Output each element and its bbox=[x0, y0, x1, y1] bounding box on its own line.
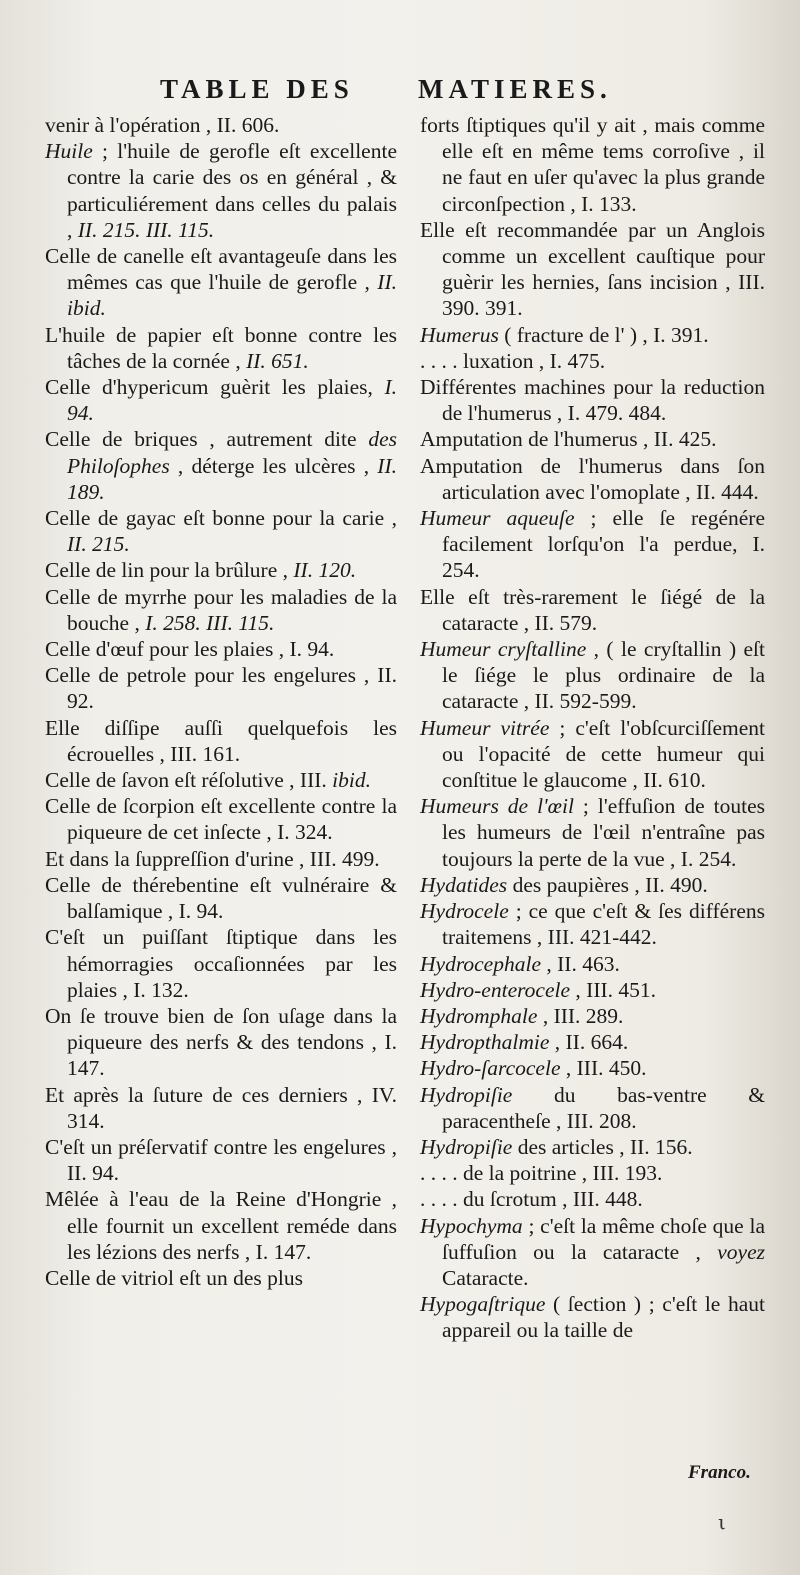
index-entry: Hydropiſie des articles , II. 156. bbox=[420, 1134, 693, 1159]
index-entry: Elle eſt très-rarement le ſiégé de la cataracte , II. 579. bbox=[420, 584, 765, 635]
index-entry: Celle de thérebentine eſt vulnéraire & balſamique , I. 94. bbox=[45, 872, 397, 924]
header-right: MATIERES. bbox=[418, 74, 612, 104]
index-entry: Et après la ſuture de ces derniers , IV. 314. bbox=[45, 1082, 397, 1133]
index-entry: Différentes machines pour la reduction de l'humerus , I. 479. 484. bbox=[420, 375, 765, 426]
index-entry: Celle de canelle eſt avantageuſe dans les mêmes cas que l'huile de gerofle , II. ibid. bbox=[45, 244, 397, 321]
index-entry: L'huile de papier eſt bonne contre les tâches de la cornée , II. 651. bbox=[45, 322, 397, 373]
index-entry: Elle eſt recommandée par un Anglois comme un excellent cauſtique pour guèrir les hernies, ſans incision , III. 390. 391. bbox=[420, 217, 765, 321]
index-entry: Celle de myrrhe pour les maladies de la bouche , I. 258. III. 115. bbox=[45, 584, 397, 635]
index-entry: Hydropthalmie , II. 664. bbox=[420, 1030, 629, 1055]
index-entry: . . . . luxation , I. 475. bbox=[420, 348, 606, 373]
index-entry: Humerus ( fracture de l' ) , I. 391. bbox=[420, 322, 709, 347]
index-entry: Celle d'œuf pour les plaies , I. 94. bbox=[45, 637, 335, 662]
index-entry: Celle d'hypericum guèrit les plaies, I. 94. bbox=[45, 375, 397, 426]
index-entry: Hydromphale , III. 289. bbox=[420, 1003, 624, 1028]
index-entry: Mêlée à l'eau de la Reine d'Hongrie , elle fournit un excellent reméde dans les lézions des nerfs , I. 147. bbox=[45, 1187, 397, 1264]
index-entry: Celle de briques , autrement dite des Philoſophes , déterge les ulcères , II. 189. bbox=[45, 427, 397, 504]
index-entry: Celle de gayac eſt bonne pour la carie , II. 215. bbox=[45, 506, 397, 557]
index-entry: Celle de petrole pour les engelures , II. 92. bbox=[45, 663, 397, 714]
index-entry: Hypogaſtrique ( ſection ) ; c'eſt le haut appareil ou la taille de bbox=[420, 1292, 765, 1343]
index-entry: Hydatides des paupières , II. 490. bbox=[420, 872, 708, 897]
index-entry: venir à l'opération , II. 606. bbox=[45, 113, 280, 137]
index-entry: Humeurs de l'œil ; l'effuſion de toutes les humeurs de l'œil n'entraîne pas toujours la perte de la vue , I. 254. bbox=[420, 794, 766, 871]
index-entry: Hydrocephale , II. 463. bbox=[420, 951, 620, 976]
index-entry: On ſe trouve bien de ſon uſage dans la piqueure des nerfs & des tendons , I. 147. bbox=[45, 1003, 397, 1081]
index-entry: C'eſt un puiſſant ſtiptique dans les hémorragies occaſionnées par les plaies , I. 132. bbox=[45, 925, 397, 1002]
index-entry: Hydropiſie du bas-ventre & paracentheſe , III. 208. bbox=[420, 1082, 765, 1133]
index-entry: Et dans la ſuppreſſion d'urine , III. 499. bbox=[45, 846, 380, 871]
index-entry: Amputation de l'humerus , II. 425. bbox=[420, 427, 717, 452]
index-entry: Hydrocele ; ce que c'eſt & ſes différens traitemens , III. 421-442. bbox=[420, 899, 765, 950]
index-entry: C'eſt un préſervatif contre les engelures , II. 94. bbox=[45, 1134, 397, 1186]
index-column-left bbox=[45, 112, 397, 1291]
index-entry: Hydro-enterocele , III. 451. bbox=[420, 977, 657, 1002]
index-entry: Humeur cryſtalline , ( le cryſtallin ) eſt le ſiége le plus ordinaire de la cataracte , II. 592-599. bbox=[420, 637, 765, 714]
index-entry: Amputation de l'humerus dans ſon articulation avec l'omoplate , II. 444. bbox=[420, 453, 765, 504]
index-entry: Elle diſſipe auſſi quelquefois les écrouelles , III. 161. bbox=[45, 715, 397, 766]
index-entry: Huile ; l'huile de gerofle eſt excellente contre la carie des os en général , & particuliérement dans celles du palais , II. 215. III. 115. bbox=[45, 139, 397, 242]
header-left: TABLE DES bbox=[160, 74, 354, 104]
index-entry: Celle de lin pour la brûlure , II. 120. bbox=[45, 558, 357, 583]
index-entry: Humeur aqueuſe ; elle ſe regénére facilement lorſqu'on l'a perdue, I. 254. bbox=[420, 506, 765, 583]
index-entry: . . . . du ſcrotum , III. 448. bbox=[420, 1187, 643, 1212]
index-entry: Celle de ſavon eſt réſolutive , III. ibid. bbox=[45, 768, 371, 793]
index-column-right bbox=[420, 112, 765, 1344]
index-entry: forts ſtiptiques qu'il y ait , mais comme elle eſt en même tems corroſive , il ne faut en uſer qu'avec la plus grande circonſpection , I. 133. bbox=[420, 113, 765, 216]
index-entry: Hydro-ſarcocele , III. 450. bbox=[420, 1056, 647, 1081]
index-entry: Celle de vitriol eſt un des plus bbox=[45, 1265, 303, 1290]
index-entry: Humeur vitrée ; c'eſt l'obſcurciſſement ou l'opacité de cette humeur qui conſtitue le glaucome , II. 610. bbox=[420, 715, 765, 793]
page-mark: ι bbox=[718, 1510, 726, 1534]
catchword: Franco. bbox=[688, 1462, 751, 1483]
index-entry: . . . . de la poitrine , III. 193. bbox=[420, 1161, 663, 1186]
index-entry: Celle de ſcorpion eſt excellente contre la piqueure de cet inſecte , I. 324. bbox=[45, 794, 397, 845]
index-entry: Hypochyma ; c'eſt la même choſe que la ſuffuſion ou la cataracte , voyez Cataracte. bbox=[420, 1213, 765, 1290]
